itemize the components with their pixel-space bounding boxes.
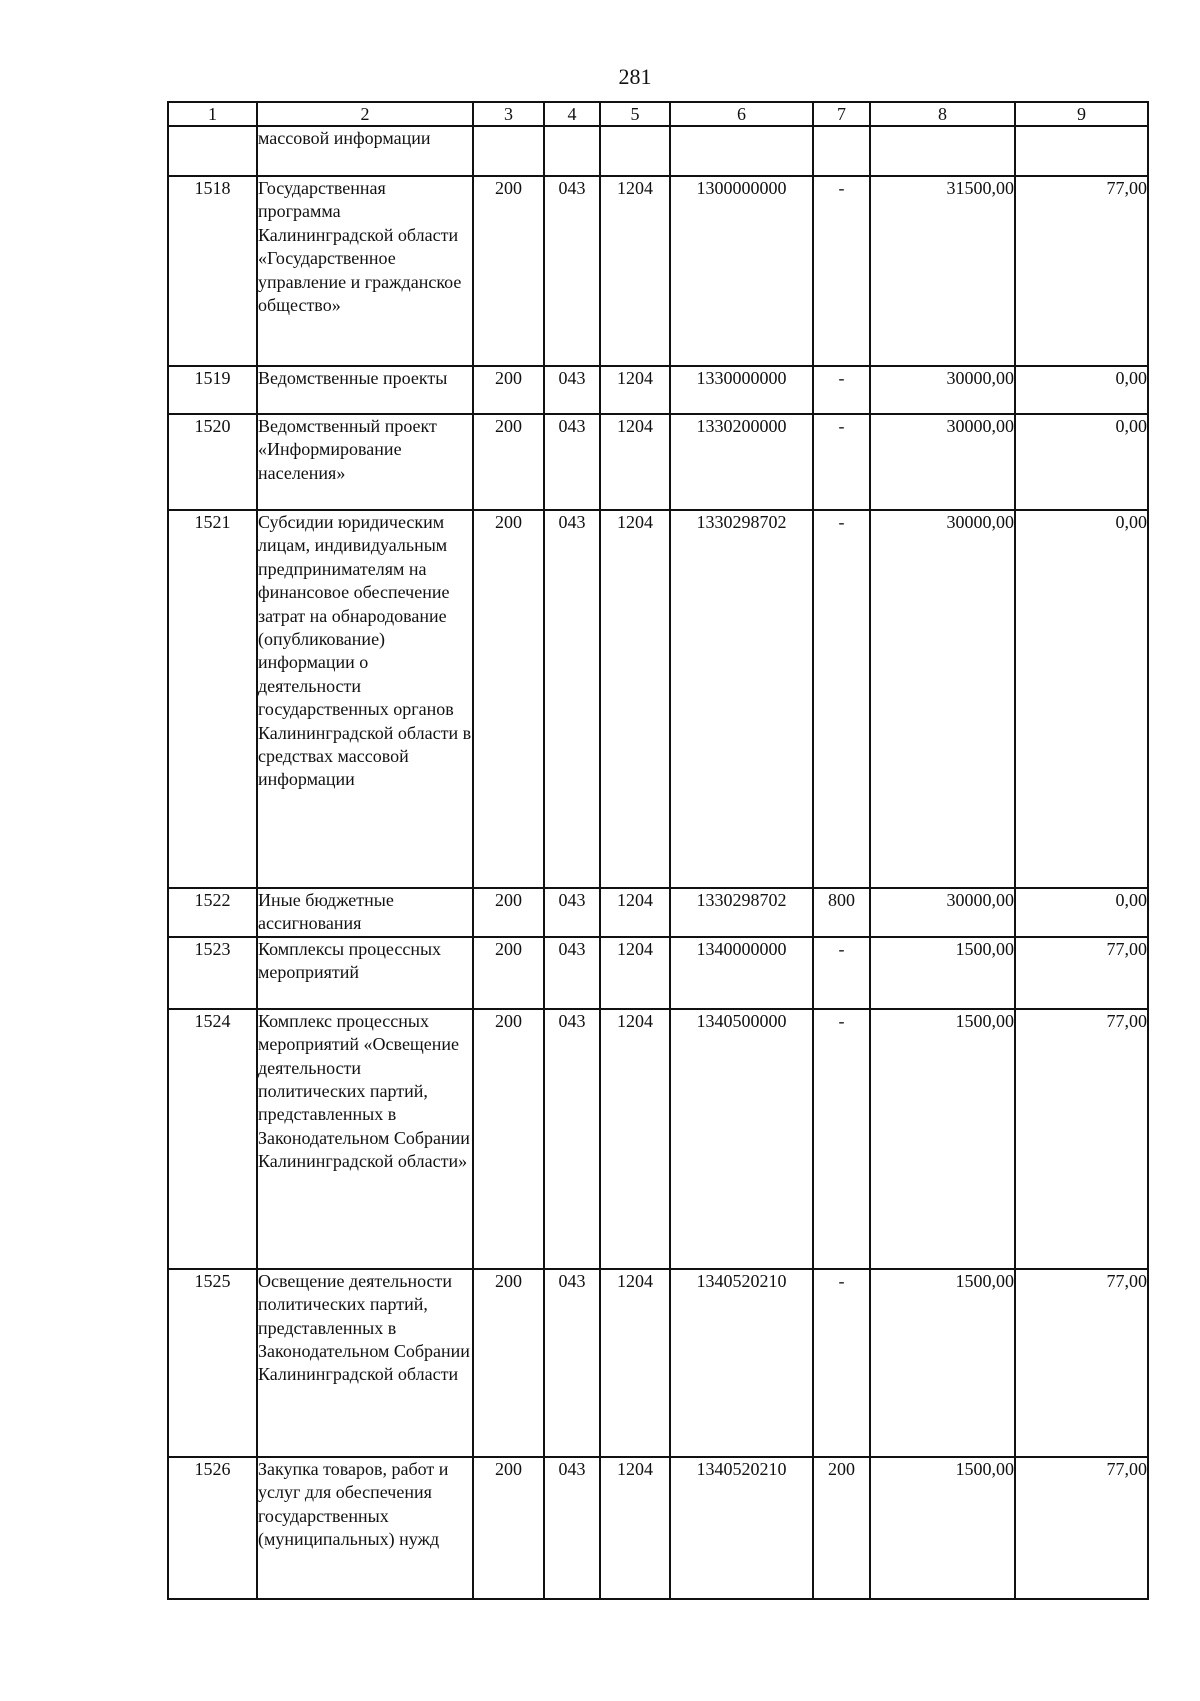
cell-col4: 043 [544,510,600,888]
header-cell: 6 [670,102,813,126]
table-row [168,510,1148,888]
cell-col4: 043 [544,1009,600,1269]
cell-col5: 1204 [600,1269,670,1457]
row-name: Ведомственные проекты [257,366,473,414]
cell-col9: 77,00 [1015,937,1148,1009]
row-number: 1519 [168,366,257,414]
row-number: 1524 [168,1009,257,1269]
cell-col7: 200 [813,1457,870,1599]
cell-col6: 1340000000 [670,937,813,1009]
cell-col8 [870,126,1015,176]
cell-col3: 200 [473,888,544,937]
cell-col8: 1500,00 [870,1457,1015,1599]
cell-col4: 043 [544,1457,600,1599]
cell-col4: 043 [544,176,600,366]
cell-col4: 043 [544,888,600,937]
row-name: Субсидии юридическим лицам, индивидуальным предпринимателям на финансовое обеспечение затрат на обнародование (опубликование) информации о деятельности государственных органов Калининградской области в средствах массовой информации [257,510,473,888]
row-number: 1522 [168,888,257,937]
table-row [168,176,1148,366]
cell-col4: 043 [544,366,600,414]
cell-col5: 1204 [600,414,670,510]
cell-col9: 77,00 [1015,1009,1148,1269]
cell-col5: 1204 [600,1457,670,1599]
row-number: 1521 [168,510,257,888]
header-cell: 7 [813,102,870,126]
cell-col6: 1330200000 [670,414,813,510]
row-name: Иные бюджетные ассигнования [257,888,473,937]
cell-col8: 31500,00 [870,176,1015,366]
cell-col9: 0,00 [1015,510,1148,888]
cell-col9: 77,00 [1015,1269,1148,1457]
cell-col5 [600,126,670,176]
cell-col3: 200 [473,1269,544,1457]
cell-col8: 30000,00 [870,888,1015,937]
row-number: 1523 [168,937,257,1009]
cell-col7: - [813,1009,870,1269]
cell-col8: 1500,00 [870,1269,1015,1457]
table-row [168,888,1148,937]
cell-col7: - [813,510,870,888]
cell-col5: 1204 [600,937,670,1009]
cell-col4: 043 [544,414,600,510]
cell-col8: 1500,00 [870,1009,1015,1269]
row-name: Государственная программа Калининградской области «Государственное управление и гражданское общество» [257,176,473,366]
cell-col9: 0,00 [1015,414,1148,510]
cell-col8: 30000,00 [870,414,1015,510]
cell-col5: 1204 [600,176,670,366]
row-name: Освещение деятельности политических партий, представленных в Законодательном Собрании Калининградской области [257,1269,473,1457]
header-cell: 2 [257,102,473,126]
cell-col7: - [813,414,870,510]
row-name: Ведомственный проект «Информирование населения» [257,414,473,510]
cell-col9: 0,00 [1015,366,1148,414]
row-name: Закупка товаров, работ и услуг для обеспечения государственных (муниципальных) нужд [257,1457,473,1599]
cell-col3: 200 [473,176,544,366]
cell-col3: 200 [473,937,544,1009]
header-row [168,102,1148,126]
cell-col8: 30000,00 [870,510,1015,888]
cell-col3: 200 [473,414,544,510]
row-number: 1520 [168,414,257,510]
header-cell: 3 [473,102,544,126]
cell-col5: 1204 [600,1009,670,1269]
cell-col8: 30000,00 [870,366,1015,414]
header-cell: 8 [870,102,1015,126]
cell-col6: 1340520210 [670,1269,813,1457]
table-row [168,126,1148,176]
cell-col7: - [813,176,870,366]
row-name: Комплекс процессных мероприятий «Освещение деятельности политических партий, представленных в Законодательном Собрании Калининградской области» [257,1009,473,1269]
cell-col5: 1204 [600,510,670,888]
cell-col9 [1015,126,1148,176]
cell-col6: 1330298702 [670,510,813,888]
row-name: Комплексы процессных мероприятий [257,937,473,1009]
cell-col5: 1204 [600,888,670,937]
cell-col6 [670,126,813,176]
row-number: 1526 [168,1457,257,1599]
cell-col4 [544,126,600,176]
cell-col3 [473,126,544,176]
cell-col6: 1330298702 [670,888,813,937]
cell-col5: 1204 [600,366,670,414]
cell-col4: 043 [544,937,600,1009]
table-row [168,1269,1148,1457]
table-row [168,1457,1148,1599]
cell-col7: - [813,366,870,414]
row-number: 1518 [168,176,257,366]
cell-col9: 77,00 [1015,1457,1148,1599]
header-cell: 5 [600,102,670,126]
cell-col9: 77,00 [1015,176,1148,366]
cell-col7: - [813,937,870,1009]
row-number [168,126,257,176]
table-row [168,937,1148,1009]
row-number: 1525 [168,1269,257,1457]
cell-col8: 1500,00 [870,937,1015,1009]
cell-col6: 1340500000 [670,1009,813,1269]
cell-col7 [813,126,870,176]
cell-col7: 800 [813,888,870,937]
cell-col7: - [813,1269,870,1457]
cell-col6: 1300000000 [670,176,813,366]
row-name: массовой информации [257,126,473,176]
cell-col3: 200 [473,510,544,888]
table-row [168,1009,1148,1269]
cell-col3: 200 [473,1009,544,1269]
header-cell: 9 [1015,102,1148,126]
header-cell: 1 [168,102,257,126]
page-number: 281 [618,64,652,89]
cell-col6: 1330000000 [670,366,813,414]
cell-col3: 200 [473,366,544,414]
cell-col6: 1340520210 [670,1457,813,1599]
cell-col9: 0,00 [1015,888,1148,937]
cell-col4: 043 [544,1269,600,1457]
table-row [168,414,1148,510]
budget-table [167,101,1149,1600]
header-cell: 4 [544,102,600,126]
table-row [168,366,1148,414]
cell-col3: 200 [473,1457,544,1599]
